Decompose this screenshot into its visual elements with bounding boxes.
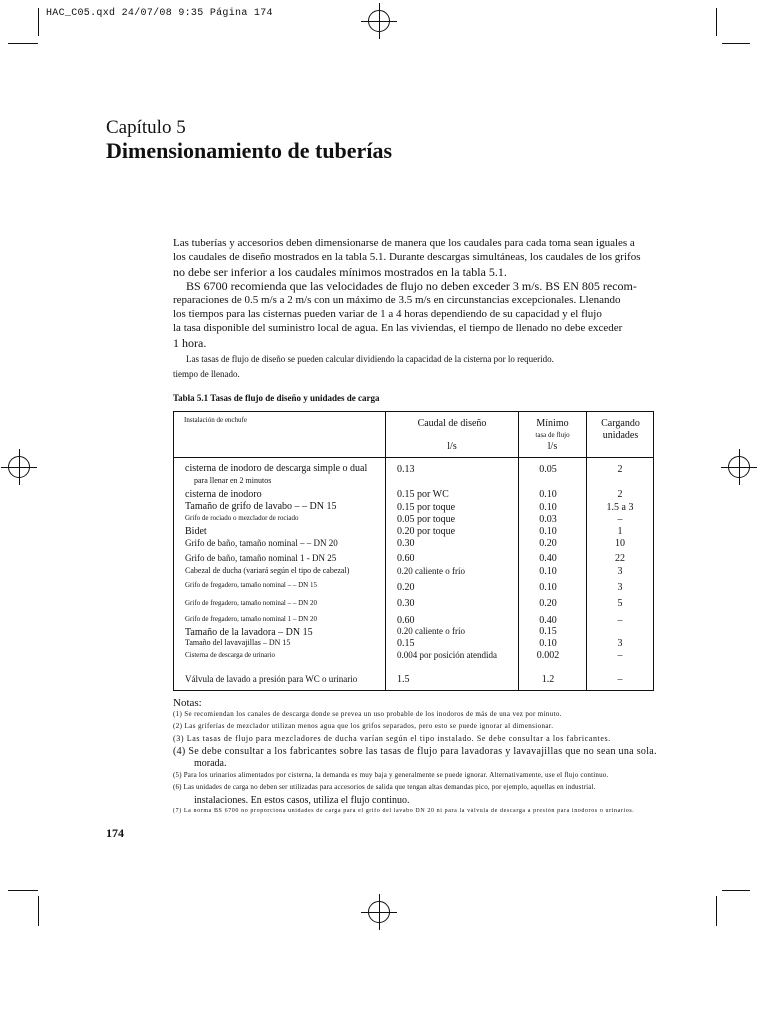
note-item: (2) Las griferías de mezclador utilizan menos agua que los grifos separados, pero esto se puede ignorar al dimensionar. xyxy=(173,722,554,730)
row-min: 0.10 xyxy=(539,502,557,513)
note-item: (6) Las unidades de carga no deben ser utilizadas para accesorios de salida que tengan altas demandas pico, por ejemplo, aquellas en industrial. xyxy=(173,783,596,791)
header-minimum: Mínimo xyxy=(536,418,569,429)
header-minimum-unit: l/s xyxy=(547,441,558,452)
row-load: – xyxy=(617,615,623,626)
row-load: – xyxy=(617,514,623,525)
row-outlet: Tamaño de la lavadora – DN 15 xyxy=(185,627,313,638)
crop-mark-tl-v xyxy=(38,8,39,36)
table-divider xyxy=(586,411,587,691)
row-outlet: Grifo de fregadero, tamaño nominal – – DN 15 xyxy=(185,581,317,589)
intro-line: no debe ser inferior a los caudales mínimos mostrados en la tabla 5.1. xyxy=(173,265,507,279)
crop-mark-bl-h xyxy=(8,890,38,891)
registration-mark-bottom xyxy=(368,901,390,923)
row-flow: 0.20 xyxy=(397,582,415,593)
row-outlet-sub: para llenar en 2 minutos xyxy=(194,476,272,485)
crop-mark-br-v xyxy=(716,896,717,926)
intro-line: Las tasas de flujo de diseño se pueden calcular dividiendo la capacidad de la cisterna por lo requerido. xyxy=(186,354,554,364)
crop-mark-tl-h xyxy=(8,43,38,44)
row-outlet: Tamaño de grifo de lavabo – – DN 15 xyxy=(185,501,337,512)
intro-line: reparaciones de 0.5 m/s a 2 m/s con un máximo de 3.5 m/s en circunstancias excepcionales. Llenando xyxy=(173,294,621,306)
row-flow: 0.60 xyxy=(397,615,415,626)
row-min: 1.2 xyxy=(541,674,555,685)
crop-mark-bl-v xyxy=(38,896,39,926)
registration-mark-right xyxy=(728,456,750,478)
row-outlet: Válvula de lavado a presión para WC o urinario xyxy=(185,674,358,684)
row-load: 2 xyxy=(617,489,623,500)
intro-line: la tasa disponible del suministro local de agua. En las viviendas, el tiempo de llenado no debe exceder xyxy=(173,322,623,334)
row-load: 3 xyxy=(617,638,623,649)
row-flow: 0.60 xyxy=(397,553,415,564)
row-flow: 0.20 caliente o frío xyxy=(397,626,465,636)
row-load: – xyxy=(617,650,623,661)
chapter-label: Capítulo 5 xyxy=(106,117,186,138)
intro-line: BS 6700 recomienda que las velocidades de flujo no deben exceder 3 m/s. BS EN 805 recom- xyxy=(186,279,637,293)
row-flow: 0.004 por posición atendida xyxy=(397,650,497,660)
row-min: 0.20 xyxy=(539,598,557,609)
row-min: 0.15 xyxy=(539,626,557,637)
intro-line: tiempo de llenado. xyxy=(173,369,240,379)
header-loading: Cargando xyxy=(601,418,640,429)
row-flow: 0.15 por WC xyxy=(397,489,449,500)
row-load: 2 xyxy=(617,464,623,475)
notes-title: Notas: xyxy=(173,697,202,709)
row-load: 3 xyxy=(617,566,623,577)
table-5-1 xyxy=(173,411,654,691)
page-number: 174 xyxy=(106,826,124,840)
row-outlet: Cabezal de ducha (variará según el tipo de cabezal) xyxy=(185,566,350,575)
registration-mark-left xyxy=(8,456,30,478)
crop-mark-tr-v xyxy=(716,8,717,36)
table-divider xyxy=(385,411,386,691)
printer-slug: HAC_C05.qxd 24/07/08 9:35 Página 174 xyxy=(46,8,273,19)
row-load: 3 xyxy=(617,582,623,593)
note-item: (4) Se debe consultar a los fabricantes sobre las tasas de flujo para lavadoras y lavavajillas que no sean una sola. xyxy=(173,746,657,757)
chapter-title: Dimensionamiento de tuberías xyxy=(106,138,392,163)
crop-mark-br-h xyxy=(722,890,750,891)
row-min: 0.10 xyxy=(539,582,557,593)
row-flow: 0.30 xyxy=(397,598,415,609)
row-min: 0.03 xyxy=(539,514,557,525)
row-min: 0.002 xyxy=(536,650,560,661)
intro-line: 1 hora. xyxy=(173,336,207,350)
note-item: (1) Se recomiendan los canales de descarga donde se prevea un uso probable de los inodoros de más de una vez por minuto. xyxy=(173,710,562,718)
row-flow: 0.15 por toque xyxy=(397,502,456,513)
row-outlet: Cisterna de descarga de urinario xyxy=(185,651,276,659)
row-outlet: Grifo de rociado o mezclador de rociado xyxy=(185,514,299,522)
row-min: 0.10 xyxy=(539,489,557,500)
row-flow: 0.05 por toque xyxy=(397,514,456,525)
row-flow: 0.30 xyxy=(397,538,415,549)
row-outlet: Grifo de fregadero, tamaño nominal – – DN 20 xyxy=(185,599,317,607)
row-min: 0.40 xyxy=(539,615,557,626)
row-load: 1.5 a 3 xyxy=(606,502,634,513)
header-minimum-sub: tasa de flujo xyxy=(535,431,570,439)
row-min: 0.40 xyxy=(539,553,557,564)
row-outlet: Grifo de fregadero, tamaño nominal 1 – DN 20 xyxy=(185,615,317,623)
row-outlet: Bidet xyxy=(185,526,207,537)
row-flow: 0.20 caliente o frío xyxy=(397,566,465,576)
note-item: (3) Las tasas de flujo para mezcladores de ducha varían según el tipo instalado. Se debe consultar a los fabricantes. xyxy=(173,734,611,743)
intro-line: Las tuberías y accesorios deben dimensionarse de manera que los caudales para cada toma sean iguales a xyxy=(173,237,635,249)
note-item: (7) La norma BS 6700 no proporciona unidades de carga para el grifo del lavabo DN 20 ni para la válvula de descarga a presión para inodoros o urinarios. xyxy=(173,808,635,814)
row-flow: 0.13 xyxy=(397,464,415,475)
registration-mark-top xyxy=(368,10,390,32)
row-load: 1 xyxy=(617,526,623,537)
note-item: (5) Para los urinarios alimentados por cisterna, la demanda es muy baja y generalmente se puede ignorar. Alternativamente, use el flujo continuo. xyxy=(173,771,609,779)
row-flow: 0.20 por toque xyxy=(397,526,456,537)
row-outlet: Tamaño del lavavajillas – DN 15 xyxy=(185,638,291,647)
row-min: 0.10 xyxy=(539,566,557,577)
row-outlet: cisterna de inodoro de descarga simple o dual xyxy=(185,463,368,474)
row-outlet: cisterna de inodoro xyxy=(185,489,262,500)
row-min: 0.10 xyxy=(539,638,557,649)
header-loading-sub: unidades xyxy=(602,430,639,441)
table-divider xyxy=(518,411,519,691)
row-outlet: Grifo de baño, tamaño nominal 1 - DN 25 xyxy=(185,553,337,563)
row-load: 22 xyxy=(615,553,625,564)
table-header-rule xyxy=(173,457,654,458)
intro-line: los tiempos para las cisternas pueden variar de 1 a 4 horas dependiendo de su capacidad y el flujo xyxy=(173,308,602,320)
row-flow: 0.15 xyxy=(397,638,415,649)
row-load: – xyxy=(617,674,623,685)
table-caption: Tabla 5.1 Tasas de flujo de diseño y unidades de carga xyxy=(173,393,380,403)
row-min: 0.20 xyxy=(539,538,557,549)
intro-line: los caudales de diseño mostrados en la tabla 5.1. Durante descargas simultáneas, los caudales de los grifos xyxy=(173,251,641,263)
crop-mark-tr-h xyxy=(722,43,750,44)
row-load: 10 xyxy=(615,538,625,549)
row-min: 0.10 xyxy=(539,526,557,537)
row-load: 5 xyxy=(617,598,623,609)
row-min: 0.05 xyxy=(539,464,557,475)
note-item: instalaciones. En estos casos, utiliza el flujo continuo. xyxy=(194,795,410,806)
note-item: morada. xyxy=(194,758,227,769)
header-design-unit: l/s xyxy=(447,441,457,452)
header-design-flow: Caudal de diseño xyxy=(417,418,487,429)
header-outlet: Instalación de enchufe xyxy=(184,416,247,424)
row-outlet: Grifo de baño, tamaño nominal – – DN 20 xyxy=(185,538,338,548)
row-flow: 1.5 xyxy=(397,674,410,685)
